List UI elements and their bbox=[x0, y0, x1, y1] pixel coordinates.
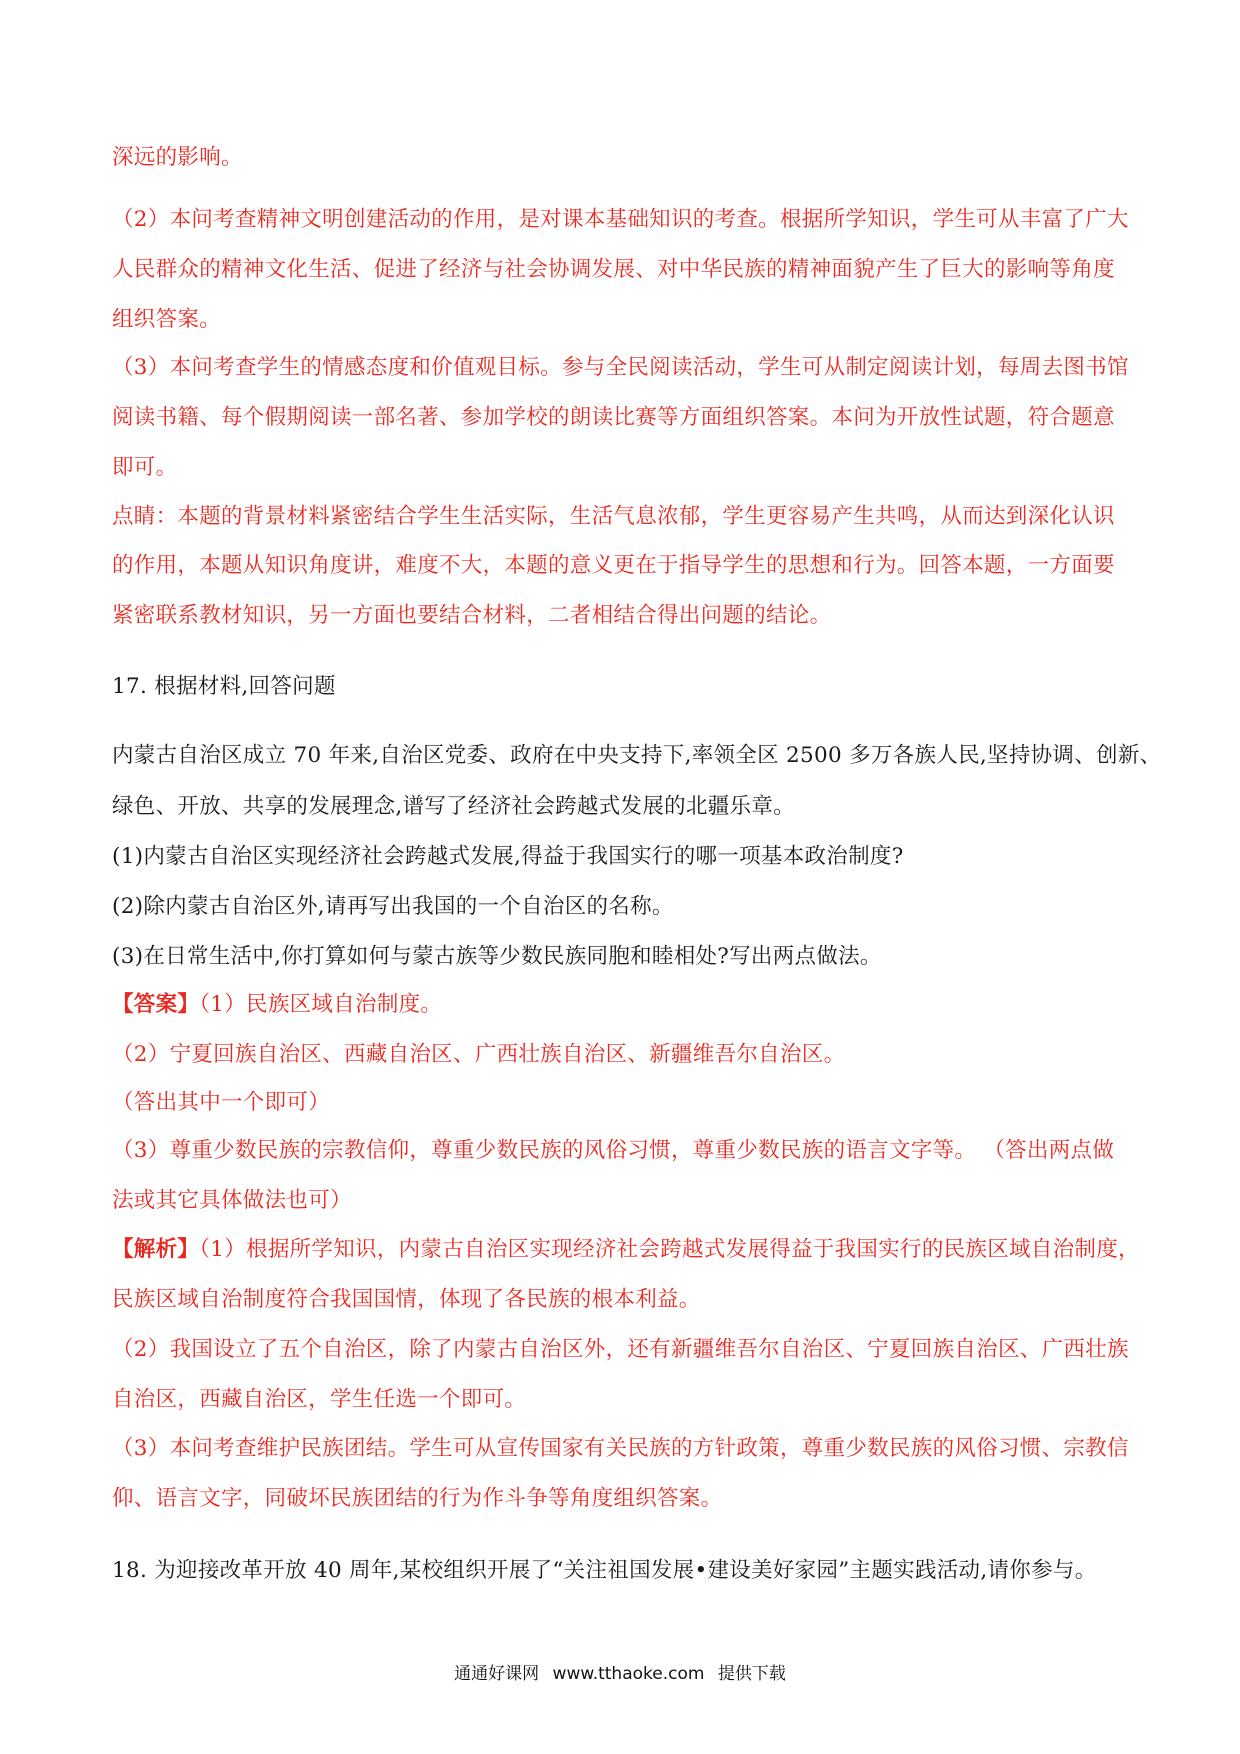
question-title: 17. 根据材料,回答问题 bbox=[112, 674, 336, 699]
text-line: （3）本问考查学生的情感态度和价值观目标。参与全民阅读活动，学生可从制定阅读计划，每周去图书馆 bbox=[112, 355, 1129, 380]
sub-question: (3)在日常生活中,你打算如何与蒙古族等少数民族同胞和睦相处?写出两点做法。 bbox=[112, 944, 882, 969]
analysis-line: 自治区，西藏自治区，学生任选一个即可。 bbox=[112, 1387, 527, 1412]
text-line: 阅读书籍、每个假期阅读一部名著、参加学校的朗读比赛等方面组织答案。本问为开放性试题，符合题意 bbox=[112, 405, 1115, 430]
footer-url[interactable]: www.tthaoke.com bbox=[552, 1664, 705, 1684]
text-line: 即可。 bbox=[112, 455, 178, 480]
text-line: 深远的影响。 bbox=[112, 145, 243, 170]
footer-site: 通通好课网 bbox=[454, 1664, 540, 1684]
text-line: （2）本问考查精神文明创建活动的作用，是对课本基础知识的考查。根据所学知识，学生可从丰富了广大 bbox=[112, 207, 1129, 232]
material-text: 绿色、开放、共享的发展理念,谱写了经济社会跨越式发展的北疆乐章。 bbox=[112, 794, 795, 819]
analysis-label: 【解析】 bbox=[112, 1237, 200, 1262]
material-text: 内蒙古自治区成立 70 年来,自治区党委、政府在中央支持下,率领全区 2500 多万各族人民,坚持协调、创新、 bbox=[112, 743, 1162, 768]
analysis-line: （2）我国设立了五个自治区，除了内蒙古自治区外，还有新疆维吾尔自治区、宁夏回族自治区、广西壮族 bbox=[112, 1337, 1129, 1362]
sub-question: (1)内蒙古自治区实现经济社会跨越式发展,得益于我国实行的哪一项基本政治制度? bbox=[112, 844, 904, 869]
answer-text: （1）民族区域自治制度。 bbox=[199, 992, 443, 1017]
page-footer bbox=[0, 1662, 1240, 1686]
analysis-line bbox=[112, 1235, 1140, 1265]
analysis-line: 仰、语言文字，同破坏民族团结的行为作斗争等角度组织答案。 bbox=[112, 1486, 723, 1511]
answer-line: （答出其中一个即可） bbox=[112, 1090, 331, 1115]
text-line: 的作用，本题从知识角度讲，难度不大，本题的意义更在于指导学生的思想和行为。回答本题，一方面要 bbox=[112, 553, 1115, 578]
question-title: 18. 为迎接改革开放 40 周年,某校组织开展了“关注祖国发展•建设美好家园”主题实践活动,请你参与。 bbox=[112, 1558, 1097, 1583]
analysis-line: （3）本问考查维护民族团结。学生可从宣传国家有关民族的方针政策，尊重少数民族的风俗习惯、宗教信 bbox=[112, 1436, 1129, 1461]
answer-line: 法或其它具体做法也可） bbox=[112, 1188, 352, 1213]
answer-line: （2）宁夏回族自治区、西藏自治区、广西壮族自治区、新疆维吾尔自治区。 bbox=[112, 1042, 846, 1067]
text-line: 组织答案。 bbox=[112, 307, 222, 332]
answer-label: 【答案】 bbox=[112, 992, 200, 1017]
text-line: 人民群众的精神文化生活、促进了经济与社会协调发展、对中华民族的精神面貌产生了巨大的影响等角度 bbox=[112, 257, 1115, 282]
analysis-line: 民族区域自治制度符合我国国情，体现了各民族的根本利益。 bbox=[112, 1287, 701, 1312]
analysis-text: （1）根据所学知识，内蒙古自治区实现经济社会跨越式发展得益于我国实行的民族区域自治制度， bbox=[199, 1237, 1140, 1262]
text-line: 点睛：本题的背景材料紧密结合学生生活实际，生活气息浓郁，学生更容易产生共鸣，从而达到深化认识 bbox=[112, 504, 1115, 529]
footer-note: 提供下载 bbox=[717, 1664, 786, 1684]
text-line: 紧密联系教材知识，另一方面也要结合材料，二者相结合得出问题的结论。 bbox=[112, 603, 832, 628]
sub-question: (2)除内蒙古自治区外,请再写出我国的一个自治区的名称。 bbox=[112, 894, 674, 919]
answer-line bbox=[112, 990, 442, 1020]
answer-line: （3）尊重少数民族的宗教信仰，尊重少数民族的风俗习惯，尊重少数民族的语言文字等。 （答出两点做 bbox=[112, 1138, 1115, 1163]
